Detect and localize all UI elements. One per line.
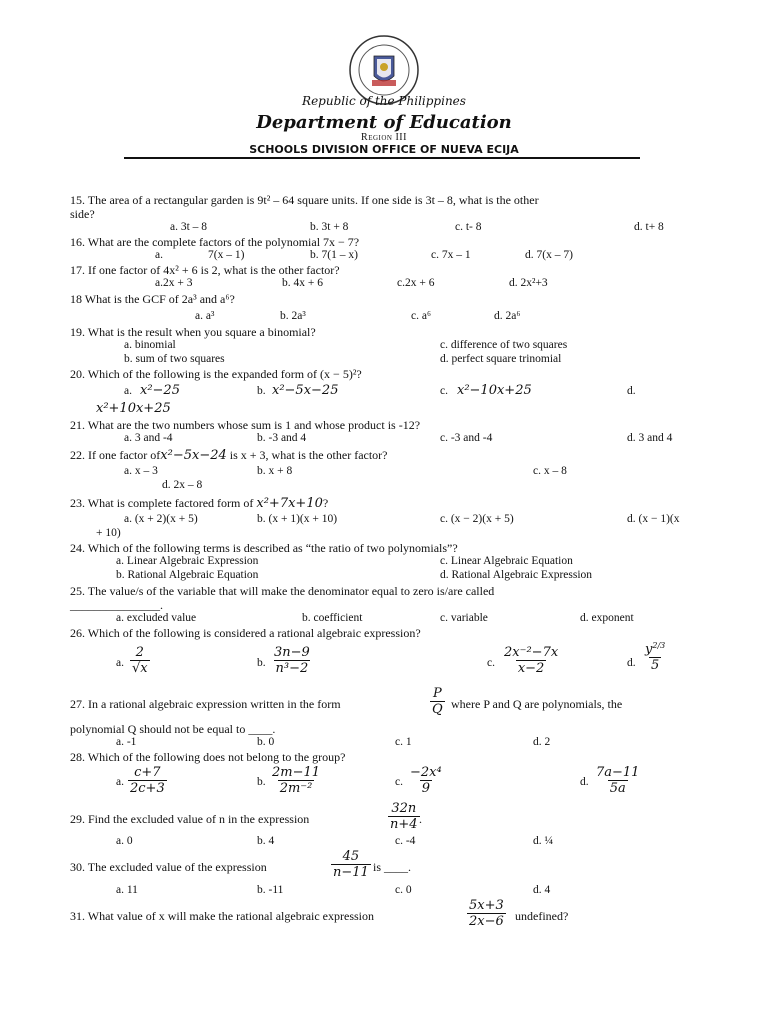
q29-text-pre: 29. Find the excluded value of n in the expression xyxy=(70,812,310,826)
q30-text-pre: 30. The excluded value of the expression xyxy=(70,860,267,874)
q25-option-c: c. variable xyxy=(440,612,488,624)
q17-option-c: c.2x + 6 xyxy=(397,277,435,289)
q28-option-c-label: c. xyxy=(395,776,403,788)
q16-option-c: c. 7x – 1 xyxy=(431,249,471,261)
q20-text: 20. Which of the following is the expanded form of (x − 5)²? xyxy=(70,367,362,381)
q19-option-a: a. binomial xyxy=(124,339,176,351)
q30-text-post: is ____. xyxy=(373,860,412,874)
q27-option-d: d. 2 xyxy=(533,736,551,748)
q24-text: 24. Which of the following terms is described as “the ratio of two polynomials”? xyxy=(70,541,458,555)
q21-text: 21. What are the two numbers whose sum is 1 and whose product is -12? xyxy=(70,418,421,432)
q29-text-post: . xyxy=(419,812,422,826)
q23-option-c: c. (x − 2)(x + 5) xyxy=(440,513,514,525)
q23-text-pre: 23. What is complete factored form of xyxy=(70,496,254,510)
q24-option-d: d. Rational Algebraic Expression xyxy=(440,569,593,581)
q22-text-pre: 22. If one factor of xyxy=(70,448,161,462)
q26-option-b: $\frac{3n-9}{\text{n³−2}}$ xyxy=(274,645,310,676)
q23-text xyxy=(70,496,328,511)
q26-option-a-label: a. xyxy=(116,657,124,669)
q18-option-c: c. a⁶ xyxy=(411,310,431,322)
q22-option-b: b. x + 8 xyxy=(257,465,293,477)
region-line: Region III xyxy=(361,132,407,143)
q22-text xyxy=(70,448,388,463)
q26-option-c: $\frac{\text{2x⁻²−7x}}{x-2}$ xyxy=(504,645,559,676)
q29-option-a: a. 0 xyxy=(116,835,133,847)
q28-option-a: $\frac{c+7}{2c+3}$ xyxy=(130,765,165,796)
q27-option-c: c. 1 xyxy=(395,736,412,748)
q23-option-a: a. (x + 2)(x + 5) xyxy=(124,513,198,525)
q18-option-b: b. 2a³ xyxy=(280,310,306,322)
q21-option-a: a. 3 and -4 xyxy=(124,432,173,444)
q15-option-b: b. 3t + 8 xyxy=(310,221,349,233)
q26-option-a: $\frac{2}{√x}$ xyxy=(132,645,148,676)
q20-option-c: x²−10x+25 xyxy=(457,383,532,398)
q27-text-pre: 27. In a rational algebraic expression written in the form xyxy=(70,697,341,711)
q25-option-a: a. excluded value xyxy=(116,612,197,624)
q29-fraction: $\frac{32n}{n+4}$ xyxy=(390,801,418,832)
q18-option-d: d. 2a⁶ xyxy=(494,310,521,322)
q15-option-c: c. t- 8 xyxy=(455,221,482,233)
q21-option-c: c. -3 and -4 xyxy=(440,432,493,444)
q27-text-cont: polynomial Q should not be equal to ____. xyxy=(70,722,276,736)
q30-option-c: c. 0 xyxy=(395,884,412,896)
q16-option-b: b. 7(1 – x) xyxy=(310,249,358,261)
q29-option-c: c. -4 xyxy=(395,835,416,847)
q17-option-b: b. 4x + 6 xyxy=(282,277,323,289)
q19-option-c: c. difference of two squares xyxy=(440,339,568,351)
q16-option-a: 7(x – 1) xyxy=(208,249,245,261)
q15-option-a: a. 3t – 8 xyxy=(170,221,208,233)
q29-option-b: b. 4 xyxy=(257,835,275,847)
q18-text: 18 What is the GCF of 2a³ and a⁶? xyxy=(70,292,235,306)
q17-option-a: a.2x + 3 xyxy=(155,277,193,289)
q20-option-b-label: b. xyxy=(257,385,266,397)
q30-option-b: b. -11 xyxy=(257,884,284,896)
q22-text-post: is x + 3, what is the other factor? xyxy=(229,448,388,462)
q15-text: 15. The area of a rectangular garden is 9t² – 64 square units. If one side is 3t – 8, what is the other xyxy=(70,193,539,207)
q28-option-d-label: d. xyxy=(580,776,589,788)
q26-option-d: $\frac{y^{2/3}}{5}$ xyxy=(645,641,666,673)
q24-option-b: b. Rational Algebraic Equation xyxy=(116,569,259,581)
q20-option-d-label: d. xyxy=(627,385,636,397)
q28-option-d: $\frac{7a-11}{5a}$ xyxy=(596,765,640,796)
q22-option-a: a. x – 3 xyxy=(124,465,158,477)
q26-option-c-label: c. xyxy=(487,657,495,669)
q20-option-a-label: a. xyxy=(124,385,132,397)
q26-text: 26. Which of the following is considered a rational algebraic expression? xyxy=(70,626,421,640)
q27-option-b: b. 0 xyxy=(257,736,275,748)
q16-text: 16. What are the complete factors of the polynomial 7x − 7? xyxy=(70,235,360,249)
q17-option-d: d. 2x²+3 xyxy=(509,277,548,289)
q22-expression: x²−5x−24 xyxy=(160,448,227,463)
q19-option-b: b. sum of two squares xyxy=(124,353,225,365)
q27-text-post: where P and Q are polynomials, the xyxy=(451,697,623,711)
q18-option-a: a. a³ xyxy=(195,310,215,322)
q23-option-d-cont: + 10) xyxy=(96,527,121,539)
q19-text: 19. What is the result when you square a binomial? xyxy=(70,325,316,339)
q22-option-c: c. x – 8 xyxy=(533,465,567,477)
q25-option-b: b. coefficient xyxy=(302,612,363,624)
q20-option-b: x²−5x−25 xyxy=(272,383,339,398)
q17-text: 17. If one factor of 4x² + 6 is 2, what is the other factor? xyxy=(70,263,340,277)
header-divider xyxy=(124,157,640,159)
q19-option-d: d. perfect square trinomial xyxy=(440,353,562,365)
q15-option-d: d. t+ 8 xyxy=(634,221,664,233)
q28-option-b: $\frac{2m-11}{\text{2m⁻²}}$ xyxy=(272,765,321,796)
q23-option-d: d. (x − 1)(x xyxy=(627,513,680,525)
q23-expression: x²+7x+10 xyxy=(256,496,323,511)
q26-option-d-label: d. xyxy=(627,657,636,669)
q24-option-a: a. Linear Algebraic Expression xyxy=(116,555,259,567)
q27-fraction: $\frac{P}{Q}$ xyxy=(432,686,443,717)
q28-option-c: $\frac{\text{−2x⁴}}{9}$ xyxy=(410,765,442,796)
division-line: SCHOOLS DIVISION OFFICE OF NUEVA ECIJA xyxy=(249,143,519,156)
q26-option-b-label: b. xyxy=(257,657,266,669)
q31-fraction: $\frac{5x+3}{2x-6}$ xyxy=(469,898,504,929)
department-title: Department of Education xyxy=(256,112,512,133)
q31-text-post: undefined? xyxy=(515,909,569,923)
q16-option-a-label: a. xyxy=(155,249,163,261)
q30-option-a: a. 11 xyxy=(116,884,138,896)
q21-option-b: b. -3 and 4 xyxy=(257,432,307,444)
q25-option-d: d. exponent xyxy=(580,612,634,624)
q30-option-d: d. 4 xyxy=(533,884,551,896)
q25-text: 25. The value/s of the variable that will make the denominator equal to zero is/are called xyxy=(70,584,495,598)
q20-option-d: x²+10x+25 xyxy=(96,401,171,416)
q23-text-post: ? xyxy=(322,496,329,510)
republic-line: Republic of the Philippines xyxy=(302,94,466,108)
q16-option-d: d. 7(x – 7) xyxy=(525,249,573,261)
q29-option-d: d. ¼ xyxy=(533,835,554,847)
q20-option-a: x²−25 xyxy=(140,383,180,398)
q21-option-d: d. 3 and 4 xyxy=(627,432,673,444)
q27-option-a: a. -1 xyxy=(116,736,137,748)
q31-text-pre: 31. What value of x will make the rational algebraic expression xyxy=(70,909,375,923)
q28-option-a-label: a. xyxy=(116,776,124,788)
q23-option-b: b. (x + 1)(x + 10) xyxy=(257,513,338,525)
q30-fraction: $\frac{45}{n-11}$ xyxy=(333,849,369,880)
q24-option-c: c. Linear Algebraic Equation xyxy=(440,555,573,567)
q22-option-d: d. 2x – 8 xyxy=(162,479,203,491)
q15-text-cont: side? xyxy=(70,207,95,221)
q28-option-b-label: b. xyxy=(257,776,266,788)
q20-option-c-label: c. xyxy=(440,385,448,397)
q28-text: 28. Which of the following does not belong to the group? xyxy=(70,750,346,764)
q25-blank: _______________. xyxy=(70,598,163,612)
